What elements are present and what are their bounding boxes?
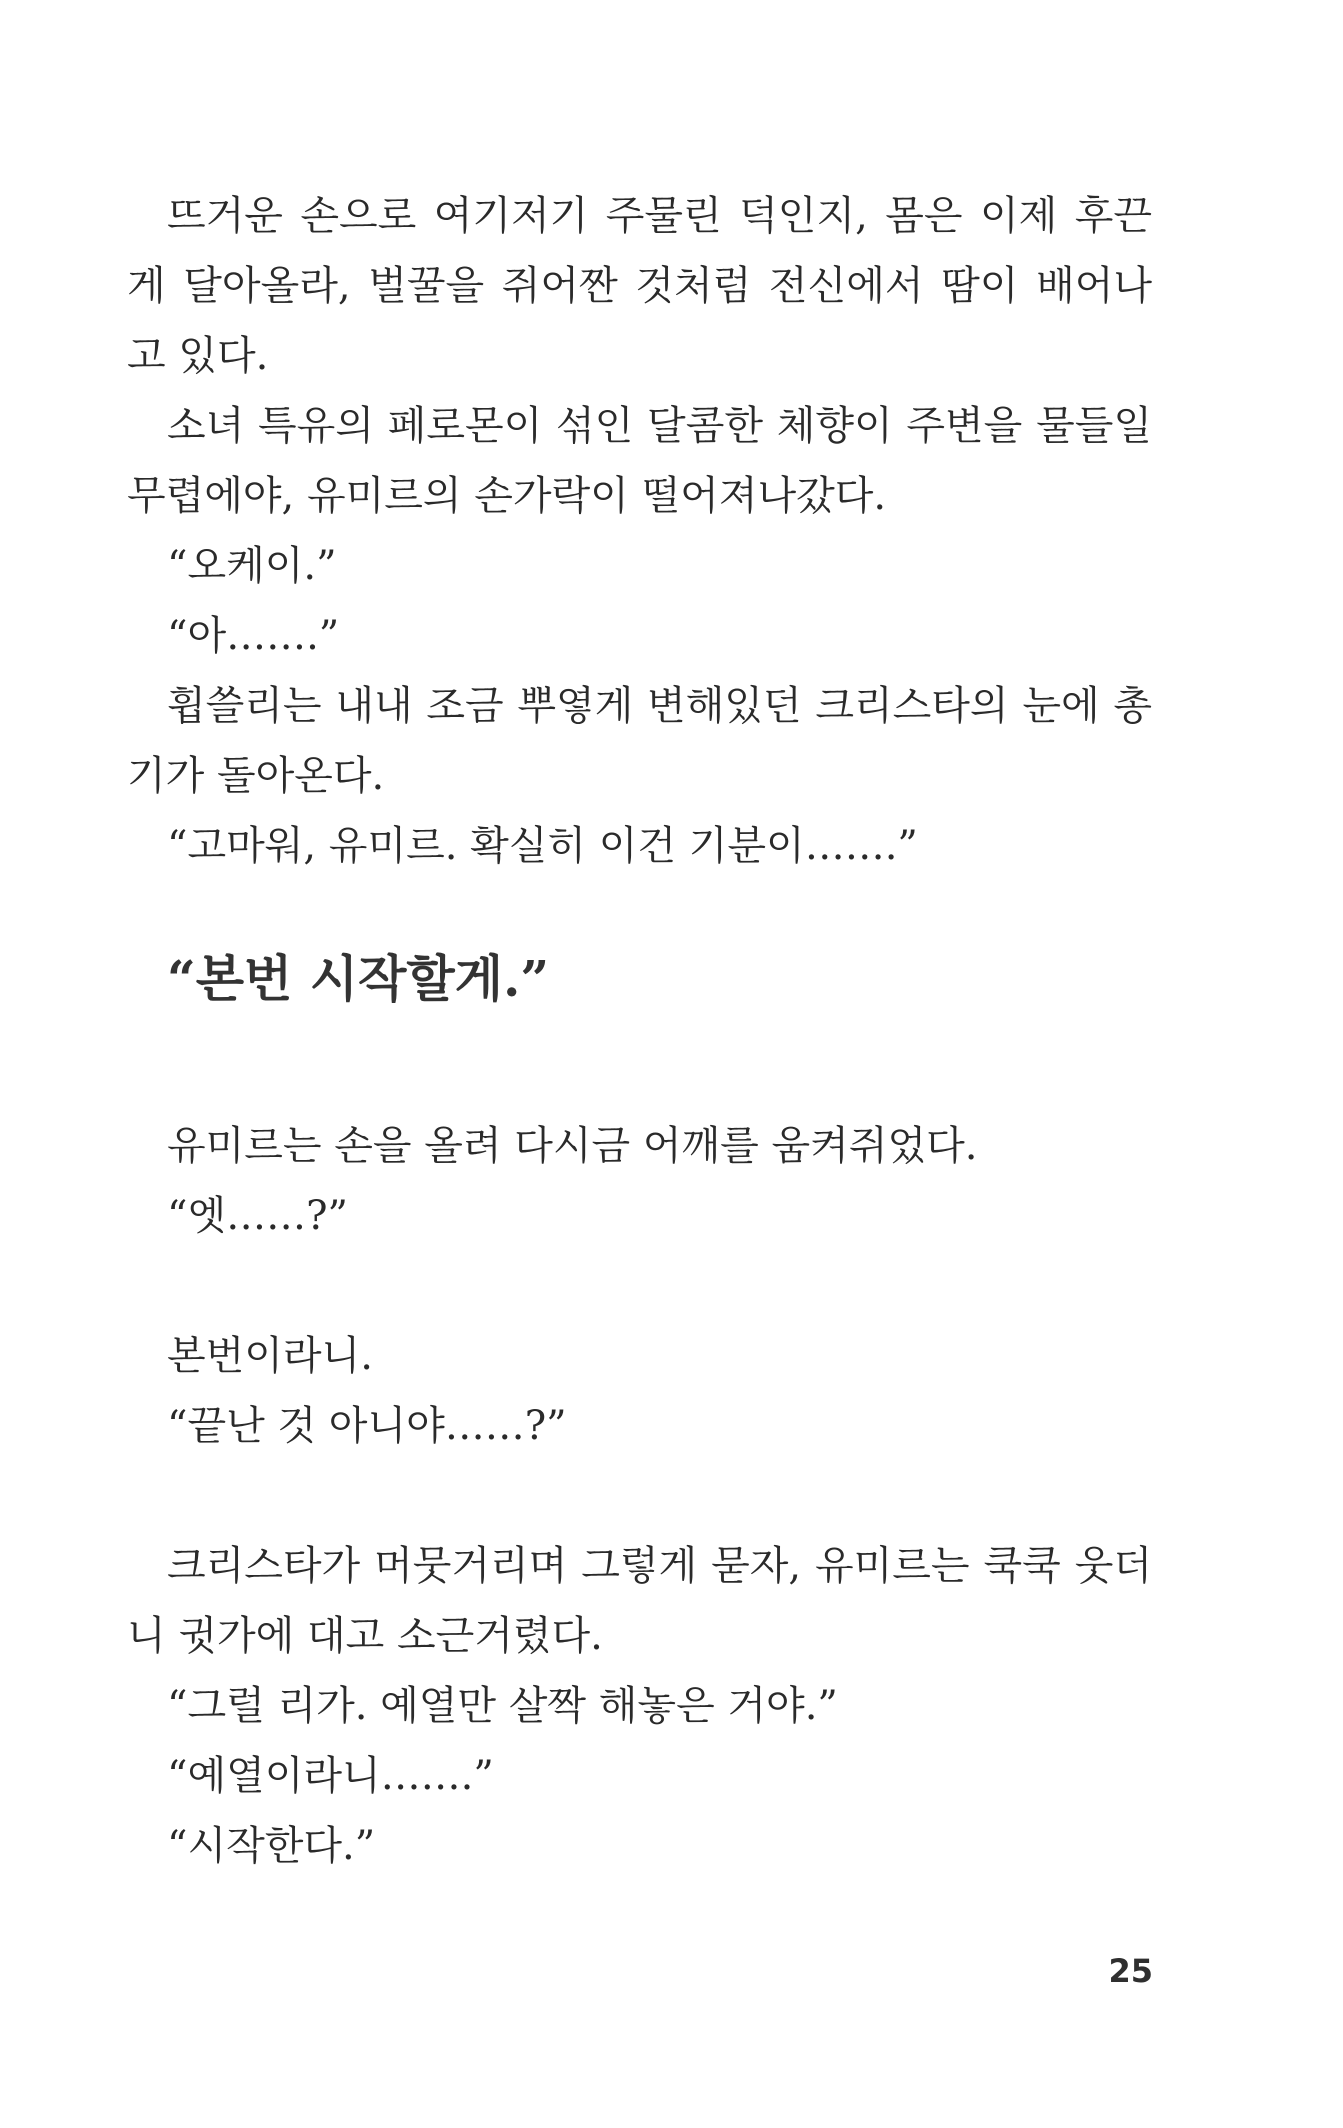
text-line: 휩쓸리는 내내 조금 뿌옇게 변해있던 크리스타의 눈에 총	[167, 683, 1152, 729]
text-line: 고 있다.	[127, 333, 269, 379]
text-line: 소녀 특유의 페로몬이 섞인 달콤한 체향이 주변을 물들일	[167, 403, 1152, 449]
dialogue-line: “시작한다.”	[167, 1823, 376, 1869]
text-line: 크리스타가 머뭇거리며 그렇게 묻자, 유미르는 쿡쿡 웃더	[167, 1543, 1152, 1589]
text-line: 뜨거운 손으로 여기저기 주물린 덕인지, 몸은 이제 후끈	[167, 193, 1152, 239]
dialogue-line: “아…….”	[167, 613, 340, 659]
text-line: 무렵에야, 유미르의 손가락이 떨어져나갔다.	[127, 473, 887, 519]
text-line: 게 달아올라, 벌꿀을 쥐어짠 것처럼 전신에서 땀이 배어나	[127, 263, 1152, 309]
dialogue-line: “고마워, 유미르. 확실히 이건 기분이…….”	[167, 823, 918, 869]
text-line: 본번이라니.	[167, 1333, 373, 1379]
text-line: 니 귓가에 대고 소근거렸다.	[127, 1613, 603, 1659]
text-line: 유미르는 손을 올려 다시금 어깨를 움켜쥐었다.	[167, 1123, 978, 1169]
dialogue-line: “엣……?”	[167, 1193, 348, 1239]
text-line: 기가 돌아온다.	[127, 753, 385, 799]
dialogue-line: “예열이라니…….”	[167, 1753, 494, 1799]
dialogue-line: “그럴 리가. 예열만 살짝 해놓은 거야.”	[167, 1683, 838, 1729]
dialogue-line: “끝난 것 아니야……?”	[167, 1403, 567, 1449]
dialogue-line: “오케이.”	[167, 543, 337, 589]
page-number: 25	[1108, 1952, 1153, 1990]
emphasized-dialogue: “본번 시작할게.”	[167, 949, 550, 1008]
